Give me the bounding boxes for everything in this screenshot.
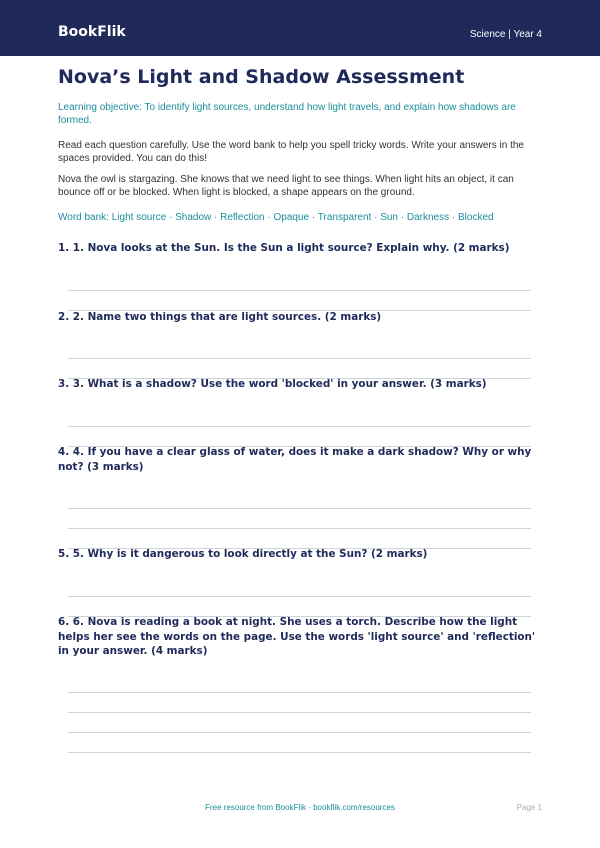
brand-logo[interactable]: BookFlik — [58, 24, 126, 40]
answer-line[interactable] — [68, 426, 531, 427]
answer-line[interactable] — [68, 692, 531, 693]
answer-line[interactable] — [68, 290, 531, 291]
story-text: Nova the owl is stargazing. She knows that we need light to see things. When light hits an object, it can bounce off or be blocked. When light is blocked, a shape appears on the ground. — [58, 174, 514, 198]
footer-credit[interactable]: Free resource from BookFlik · bookflik.com/resources — [205, 803, 395, 812]
answer-line[interactable] — [68, 358, 531, 359]
page-number: Page 1 — [516, 803, 542, 812]
answer-line[interactable] — [68, 712, 531, 713]
question-2: 2. 2. Name two things that are light sources. (2 marks) — [58, 311, 382, 323]
question-3: 3. 3. What is a shadow? Use the word 'blocked' in your answer. (3 marks) — [58, 378, 487, 390]
header-bar — [0, 0, 600, 56]
answer-line[interactable] — [68, 596, 531, 597]
answer-line[interactable] — [68, 732, 531, 733]
page-title: Nova’s Light and Shadow Assessment — [58, 66, 465, 88]
answer-line[interactable] — [68, 752, 531, 753]
question-5: 5. 5. Why is it dangerous to look directly at the Sun? (2 marks) — [58, 548, 428, 560]
word-bank: Word bank: Light source · Shadow · Reflection · Opaque · Transparent · Sun · Darkness · Blocked — [58, 212, 494, 223]
question-6: 6. 6. Nova is reading a book at night. She uses a torch. Describe how the light helps her see the words on the page. Use the words 'light source' and 'reflection' in your answer. (4 marks) — [58, 616, 536, 657]
answer-line[interactable] — [68, 528, 531, 529]
question-4: 4. 4. If you have a clear glass of water, does it make a dark shadow? Why or why not? (3 marks) — [58, 446, 532, 473]
learning-objective: Learning objective: To identify light sources, understand how light travels, and explain how shadows are formed. — [58, 102, 516, 126]
answer-line[interactable] — [68, 508, 531, 509]
instructions: Read each question carefully. Use the word bank to help you spell tricky words. Write your answers in the spaces provided. You can do this! — [58, 140, 524, 164]
subject-year-label: Science | Year 4 — [469, 29, 542, 40]
question-1: 1. 1. Nova looks at the Sun. Is the Sun a light source? Explain why. (2 marks) — [58, 242, 510, 254]
